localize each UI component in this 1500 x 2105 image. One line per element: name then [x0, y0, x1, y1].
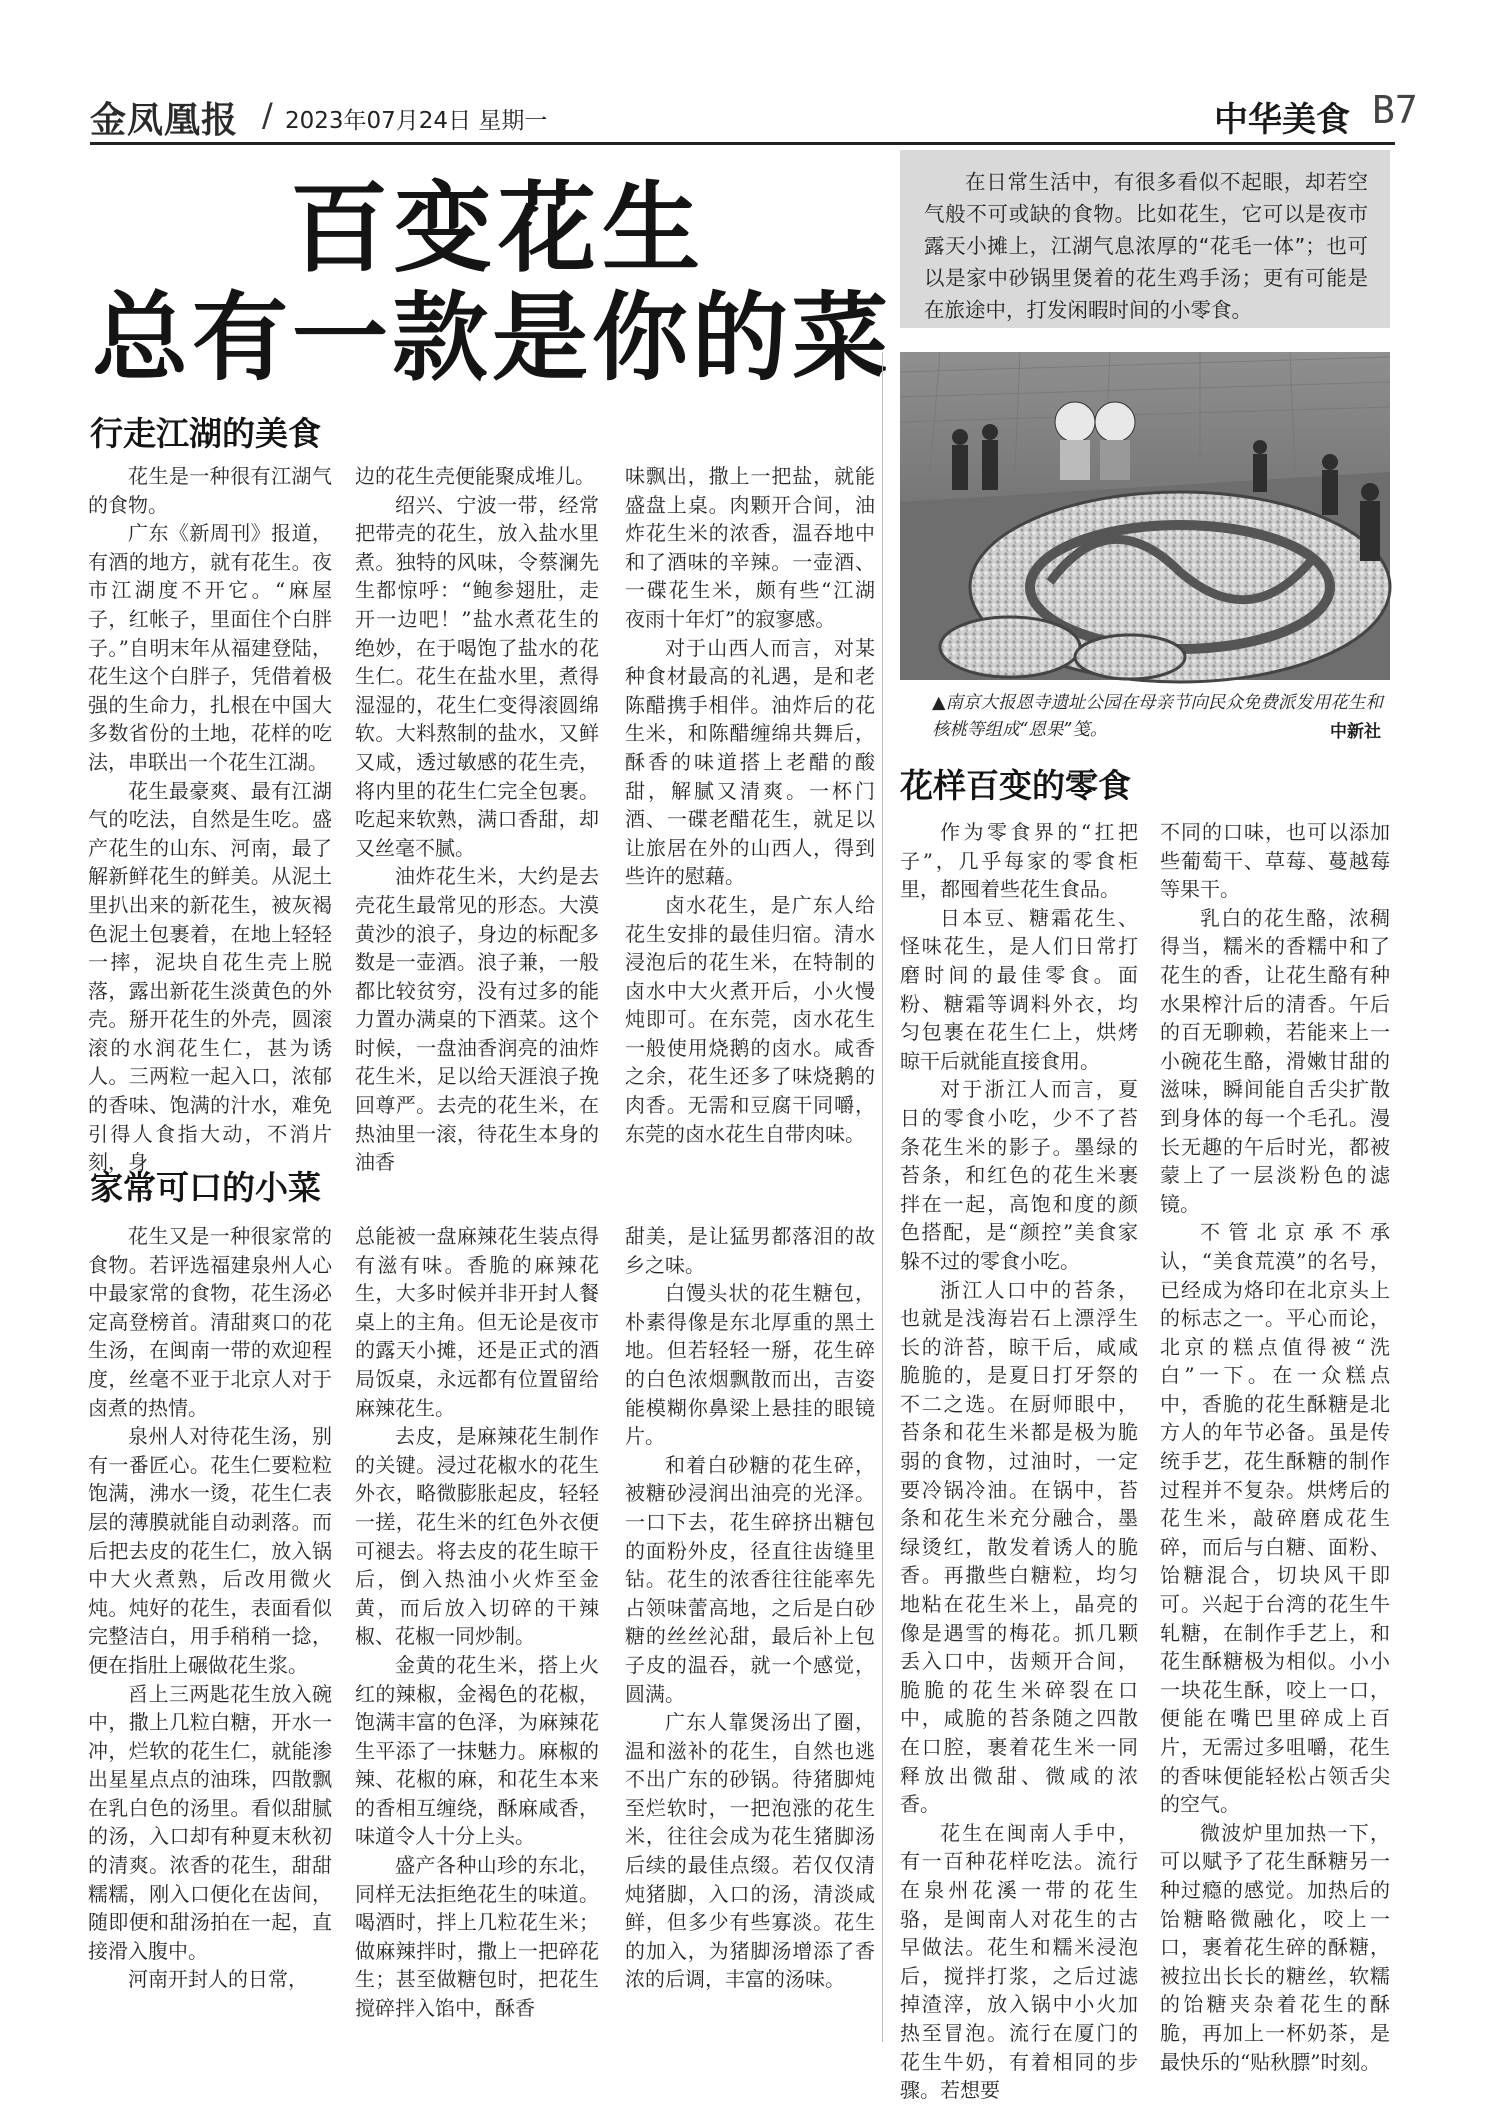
- paragraph: 白馒头状的花生糖包，朴素得像是东北厚重的黑土地。但若轻轻一掰，花生碎的白色浓烟飘散而出，吉姿能模糊你鼻梁上悬挂的眼镜片。: [625, 1281, 875, 1449]
- photo-credit: 中新社: [1330, 722, 1381, 742]
- newspaper-logo: [90, 92, 250, 141]
- paragraph: 卤水花生，是广东人给花生安排的最佳归宿。清水浸泡后的花生米，在特制的卤水中大火煮开后，小火慢炖即可。在东莞，卤水花生一般使用烧鹅的卤水。咸香之余，花生还多了味烧鹅的肉香。无需和豆腐干同嚼，东莞的卤水花生自带肉味。: [625, 892, 875, 1146]
- masthead-slash: /: [262, 96, 273, 134]
- paragraph: 泉州人对待花生汤，别有一番匠心。花生仁要粒粒饱满，沸水一烫，花生仁表层的薄膜就能自动剥落。而后把去皮的花生仁，放入锅中大火煮熟，后改用微火炖。炖好的花生，表面看似完整洁白，用手稍稍一捻，便在指肚上碾做花生浆。: [88, 1424, 332, 1677]
- header-rule: [90, 142, 1395, 145]
- paragraph: 微波炉里加热一下，可以赋予了花生酥糖另一种过瘾的感觉。加热后的饴糖略微融化，咬上一口，裹着花生碎的酥糖，被拉出长长的糖丝，软糯的饴糖夹杂着花生的酥脆，再加上一杯奶茶，是最快乐的“贴秋膘”时刻。: [1160, 1820, 1390, 2074]
- paragraph: 甜美，是让猛男都落泪的故乡之味。: [625, 1224, 875, 1277]
- paragraph: 去皮，是麻辣花生制作的关键。浸过花椒水的花生外衣，略微膨胀起皮，轻轻一搓，花生米的红色外衣便可褪去。将去皮的花生晾干后，倒入热油小火炸至金黄，而后放入切碎的干辣椒、花椒一同炒制。: [355, 1424, 599, 1649]
- paragraph: 花生又是一种很家常的食物。若评选福建泉州人心中最家常的食物，花生汤必定高登榜首。清甜爽口的花生汤，在闽南一带的欢迎程度，丝毫不亚于北京人对于卤煮的热情。: [88, 1224, 332, 1420]
- section1-column-3: [625, 462, 875, 1146]
- section2-column-3: [625, 1222, 875, 2022]
- headline-line-2: 总有一款是你的菜: [92, 281, 892, 394]
- paragraph: 花生在闽南人手中，有一百种花样吃法。流行在泉州花溪一带的花生骆，是闽南人对花生的古早做法。花生和糯米浸泡后，搅拌打浆，之后过滤掉渣滓，放入锅中小火加热至冒泡。流行在厦门的花生牛奶，有着相同的步骤。若想要: [900, 1820, 1138, 2103]
- paragraph: 花生是一种很有江湖气的食物。: [88, 464, 332, 517]
- paragraph: 对于山西人而言，对某种食材最高的礼遇，是和老陈醋携手相伴。油炸后的花生米，和陈醋缠绵共舞后，酥香的味道搭上老醋的酸甜，解腻又清爽。一杯门酒、一碟老醋花生，就足以让旅居在外的山西人，得到些许的慰藉。: [625, 635, 875, 889]
- issue-date: 2023年07月24日 星期一: [285, 108, 548, 134]
- section-name: 中华美食: [1214, 100, 1350, 140]
- paragraph: 油炸花生米，大约是去壳花生最常见的形态。大漠黄沙的浪子，身边的标配多数是一壶酒。浪子兼，一般都比较贫穷，没有过多的能力置办满桌的下酒菜。这个时候，一盘油香润亮的油炸花生米，足以给天涯浪子挽回尊严。去壳的花生米，在热油里一滚，待花生本身的油香: [355, 864, 599, 1175]
- paragraph: 作为零食界的“扛把子”，几乎每家的零食柜里，都囤着些花生食品。: [900, 820, 1138, 902]
- paragraph: 边的花生壳便能聚成堆儿。: [355, 464, 595, 488]
- news-photo: [900, 352, 1390, 680]
- column-divider: [882, 352, 883, 2042]
- paragraph: 金黄的花生米，搭上火红的辣椒，金褐色的花椒，饱满丰富的色泽，为麻辣花生平添了一抹魅力。麻椒的辣、花椒的麻，和花生本来的香相互缠绕，酥麻咸香，味道令人十分上头。: [355, 1652, 599, 1849]
- page-number: B7: [1372, 88, 1418, 132]
- paragraph: 不管北京承不承认，“美食荒漠”的名号，已经成为烙印在北京头上的标志之一。平心而论，北京的糕点值得被“洗白”一下。在一众糕点中，香脆的花生酥糖是北方人的年节必备。虽是传统手艺，花生酥糖的制作过程并不复杂。烘烤后的花生米，敲碎磨成花生碎，而后与白糖、面粉、饴糖混合，切块风干即可。兴起于台湾的花生牛轧糖，在制作手艺上，和花生酥糖极为相似。小小一块花生酥，咬上一口，便能在嘴巴里碎成上百片，无需过多咀嚼，花生的香味便能轻松占领舌尖的空气。: [1160, 1220, 1390, 1817]
- section-heading-3: 花样百变的零食: [900, 766, 1131, 805]
- section1-column-1: [88, 462, 332, 1175]
- paragraph: 绍兴、宁波一带，经常把带壳的花生，放入盐水里煮。独特的风味，令蔡澜先生都惊呼：“鲍参翅肚，走开一边吧！”盐水煮花生的绝妙，在于喝饱了盐水的花生仁。花生在盐水里，煮得湿湿的，花生仁变得滚圆绵软。大料熬制的盐水，又鲜又咸，透过敏感的花生壳，将内里的花生仁完全包裹。吃起来软熟，满口香甜，却又丝毫不腻。: [355, 492, 599, 860]
- paragraph: 盛产各种山珍的东北，同样无法拒绝花生的味道。喝酒时，拌上几粒花生米；做麻辣拌时，撒上一把碎花生；甚至做糖包时，把花生搅碎拌入馅中，酥香: [355, 1853, 599, 2021]
- section-heading-2: 家常可口的小菜: [90, 1168, 321, 1207]
- section3-column-1: [900, 818, 1138, 2103]
- paragraph: 舀上三两匙花生放入碗中，撒上几粒白糖，开水一冲，烂软的花生仁，就能渗出星星点点的油珠，四散飘在乳白色的汤里。看似甜腻的汤，入口却有种夏末秋初的清爽。浓香的花生，甜甜糯糯，刚入口便化在齿间，随即便和甜汤拍在一起，直接滑入腹中。: [88, 1681, 332, 1963]
- paragraph: 花生最豪爽、最有江湖气的吃法，自然是生吃。盛产花生的山东、河南，最了解新鲜花生的鲜美。从泥土里扒出来的新花生，被灰褐色泥土包裹着，在地上轻轻一摔，泥块自花生壳上脱落，露出新花生淡黄色的外壳。掰开花生的外壳，圆滚滚的水润花生仁，甚为诱人。三两粒一起入口，浓郁的香味、饱满的汁水，难免引得人食指大动，不消片刻，身: [88, 778, 332, 1175]
- paragraph: 总能被一盘麻辣花生装点得有滋有味。香脆的麻辣花生，大多时候并非开封人餐桌上的主角。但无论是夜市的露天小摊，还是正式的酒局饭桌，永远都有位置留给麻辣花生。: [355, 1224, 599, 1420]
- paragraph: 日本豆、糖霜花生、怪味花生，是人们日常打磨时间的最佳零食。面粉、糖霜等调料外衣，均匀包裹在花生仁上，烘烤晾干后就能直接食用。: [900, 905, 1138, 1073]
- section3-column-2: [1160, 818, 1390, 2074]
- photo-illustration: [900, 352, 1390, 680]
- section2-column-1: [88, 1222, 332, 2022]
- paragraph: 不同的口味，也可以添加些葡萄干、草莓、蔓越莓等果干。: [1160, 820, 1390, 902]
- paragraph: 浙江人口中的苔条，也就是浅海岩石上漂浮生长的浒苔，晾干后，咸咸脆脆的，是夏日打牙祭的不二之选。在厨师眼中，苔条和花生米都是极为脆弱的食物，过油时，一定要冷锅冷油。在锅中，苔条和花生米充分融合，墨绿烫红，散发着诱人的脆香。再撒些白糖粒，均匀地粘在花生米上，晶亮的像是遇雪的梅花。抓几颗丢入口中，齿颊开合间，脆脆的花生米碎裂在口中，咸脆的苔条随之四散在口腔，裹着花生米一同释放出微甜、微咸的浓香。: [900, 1277, 1138, 1817]
- photo-caption: ▲南京大报恩寺遗址公园在母亲节向民众免费派发用花生和核桃等组成“恩果”笺。: [932, 693, 1383, 740]
- paragraph: 广东《新周刊》报道，有酒的地方，就有花生。夜市江湖度不开它。“麻屋子，红帐子，里面住个白胖子。”自明末年从福建登陆，花生这个白胖子，凭借着极强的生命力，扎根在中国大多数省份的土地，花样的吃法，串联出一个花生江湖。: [88, 521, 332, 774]
- paragraph: 乳白的花生酪，浓稠得当，糯米的香糯中和了花生的香，让花生酪有种水果榨汁后的清香。午后的百无聊赖，若能来上一小碗花生酪，滑嫩甘甜的滋味，瞬间能自舌尖扩散到身体的每一个毛孔。漫长无趣的午后时光，都被蒙上了一层淡粉色的滤镜。: [1160, 905, 1390, 1216]
- headline-line-1: 百变花生: [290, 171, 707, 286]
- section-heading-1: 行走江湖的美食: [90, 414, 321, 453]
- paragraph: 广东人靠煲汤出了圈，温和滋补的花生，自然也逃不出广东的砂锅。待猪脚炖至烂软时，一把泡涨的花生米，往往会成为花生猪脚汤后续的最佳点缀。若仅仅清炖猪脚，入口的汤，清淡咸鲜，但多少有些寡淡。花生的加入，为猪脚汤增添了香浓的后调，丰富的汤味。: [625, 1710, 875, 1992]
- paragraph: 河南开封人的日常，: [128, 1967, 308, 1992]
- paragraph: 味飘出，撒上一把盐，就能盛盘上桌。肉颗开合间，油炸花生米的浓香，温吞地中和了酒味的辛辣。一壶酒、一碟花生米，颇有些“江湖夜雨十年灯”的寂寥感。: [625, 464, 875, 631]
- paragraph: 对于浙江人而言，夏日的零食小吃，少不了苔条花生米的影子。墨绿的苔条，和红色的花生米裹拌在一起，高饱和度的颜色搭配，是“颜控”美食家躲不过的零食小吃。: [900, 1077, 1138, 1273]
- logo-text: 金凤凰报: [90, 99, 239, 141]
- section1-column-2: [355, 462, 599, 1175]
- section2-column-2: [355, 1222, 599, 2022]
- paragraph: 和着白砂糖的花生碎，被糖砂浸润出油亮的光泽。一口下去，花生碎挤出糖包的面粉外皮，径直往齿缝里钻。花生的浓香往往能率先占领味蕾高地，之后是白砂糖的丝丝沁甜，最后补上包子皮的温吞，就一个感觉，圆满。: [625, 1452, 875, 1706]
- intro-box: 在日常生活中，有很多看似不起眼，却若空气般不可或缺的食物。比如花生，它可以是夜市露天小摊上，江湖气息浓厚的“花毛一体”；也可以是家中砂锅里煲着的花生鸡手汤；更有可能是在旅途中，打发闲暇时间的小零食。: [900, 150, 1390, 328]
